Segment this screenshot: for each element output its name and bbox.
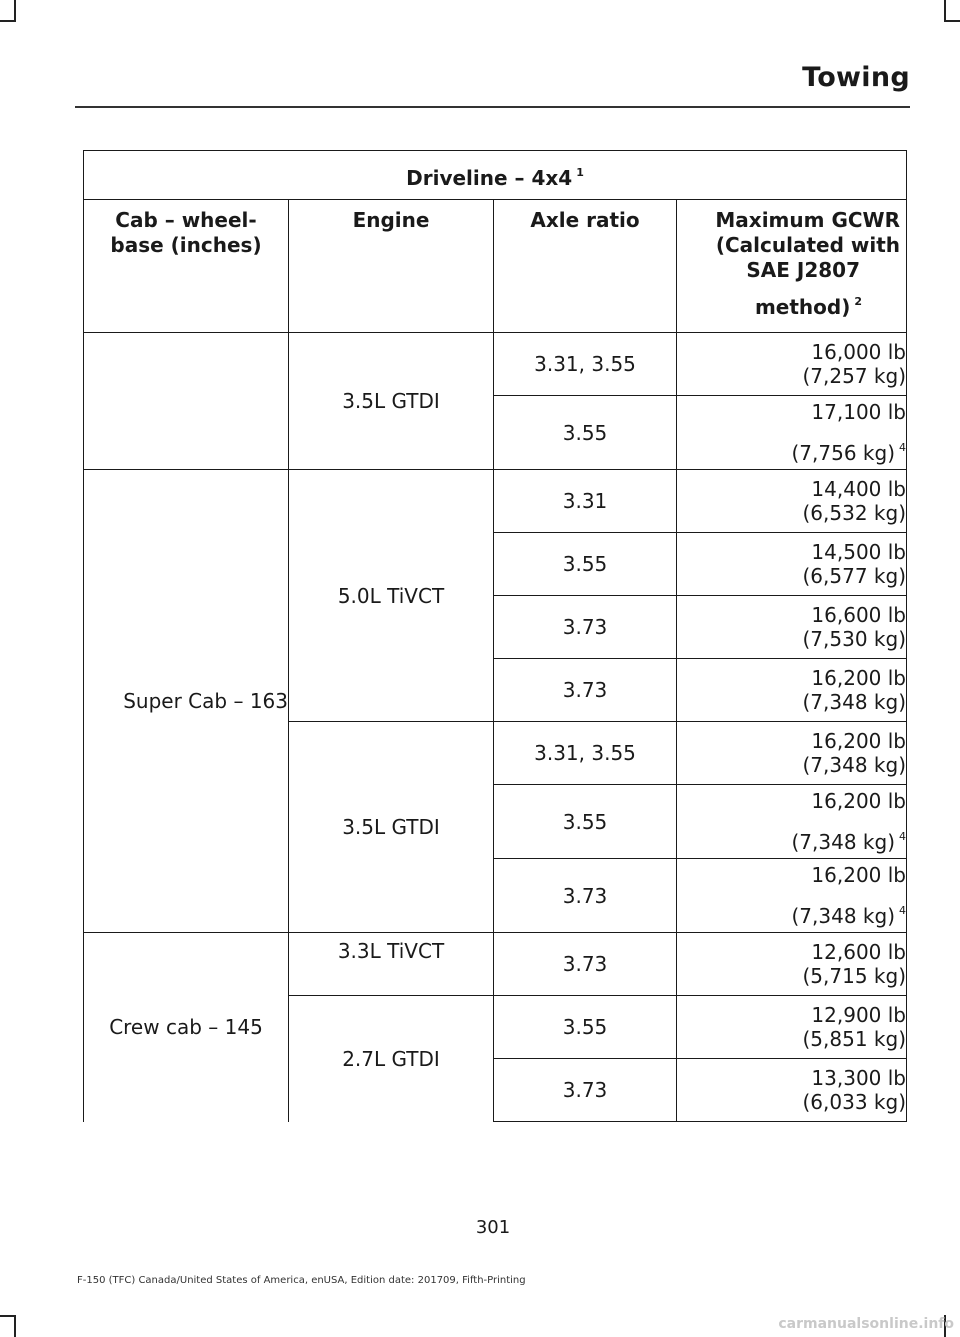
table-row (84, 333, 907, 396)
gcwr-cell: 13,300 lb (6,033 kg) (677, 1059, 907, 1122)
axle-cell: 3.73 (494, 859, 677, 933)
crop-mark (14, 1315, 16, 1337)
axle-cell: 3.31, 3.55 (494, 333, 677, 396)
axle-cell: 3.73 (494, 596, 677, 659)
column-header-engine: Engine (289, 200, 494, 333)
gcwr-cell: 16,200 lb (7,348 kg) $^4$ (677, 859, 907, 933)
column-header-axle: Axle ratio (494, 200, 677, 333)
gcwr-cell: 12,900 lb (5,851 kg) (677, 996, 907, 1059)
column-header-cab: Cab – wheel- base (inches) (84, 200, 289, 333)
cab-cell: Super Cab – 163 (84, 470, 289, 933)
table-caption: Driveline – 4x4 $^1$ (84, 151, 907, 200)
table-caption-row (84, 151, 907, 200)
gcwr-cell: 12,600 lb (5,715 kg) (677, 933, 907, 996)
gcwr-cell: 16,600 lb (7,530 kg) (677, 596, 907, 659)
edition-info: F-150 (TFC) Canada/United States of America, enUSA, Edition date: 201709, Fifth-Printing (77, 1275, 526, 1286)
axle-cell: 3.73 (494, 659, 677, 722)
axle-cell: 3.31, 3.55 (494, 722, 677, 785)
crop-mark (0, 1315, 16, 1317)
gcwr-cell: 14,400 lb (6,532 kg) (677, 470, 907, 533)
axle-cell: 3.55 (494, 996, 677, 1059)
table-row (84, 933, 907, 996)
engine-cell: 2.7L GTDI (289, 996, 494, 1122)
title-rule (75, 106, 910, 108)
axle-cell: 3.31 (494, 470, 677, 533)
engine-cell: 5.0L TiVCT (289, 470, 494, 722)
table-row (84, 470, 907, 533)
axle-cell: 3.73 (494, 1059, 677, 1122)
cab-cell-empty (84, 333, 289, 470)
column-header-gcwr: Maximum GCWR (Calculated with SAE J2807 method) $^2$ (677, 200, 907, 333)
gcwr-cell: 16,200 lb (7,348 kg) $^4$ (677, 785, 907, 859)
crop-mark (944, 0, 946, 22)
axle-cell: 3.55 (494, 785, 677, 859)
axle-cell: 3.73 (494, 933, 677, 996)
towing-table (83, 150, 907, 1122)
gcwr-cell: 16,200 lb (7,348 kg) (677, 659, 907, 722)
gcwr-cell: 16,000 lb (7,257 kg) (677, 333, 907, 396)
engine-cell: 3.3L TiVCT (289, 933, 494, 996)
gcwr-cell: 14,500 lb (6,577 kg) (677, 533, 907, 596)
axle-cell: 3.55 (494, 396, 677, 470)
table-header-row (84, 200, 907, 333)
gcwr-cell: 16,200 lb (7,348 kg) (677, 722, 907, 785)
gcwr-cell: 17,100 lb (7,756 kg) $^4$ (677, 396, 907, 470)
page-number: 301 (475, 1217, 511, 1238)
engine-cell: 3.5L GTDI (289, 722, 494, 933)
watermark: carmanualsonline.info (778, 1316, 954, 1332)
crop-mark (14, 0, 16, 22)
cab-cell: Crew cab – 145 (84, 933, 289, 1122)
page-title: Towing (802, 62, 910, 93)
crop-mark (944, 20, 960, 22)
crop-mark (0, 20, 16, 22)
engine-cell: 3.5L GTDI (289, 333, 494, 470)
axle-cell: 3.55 (494, 533, 677, 596)
